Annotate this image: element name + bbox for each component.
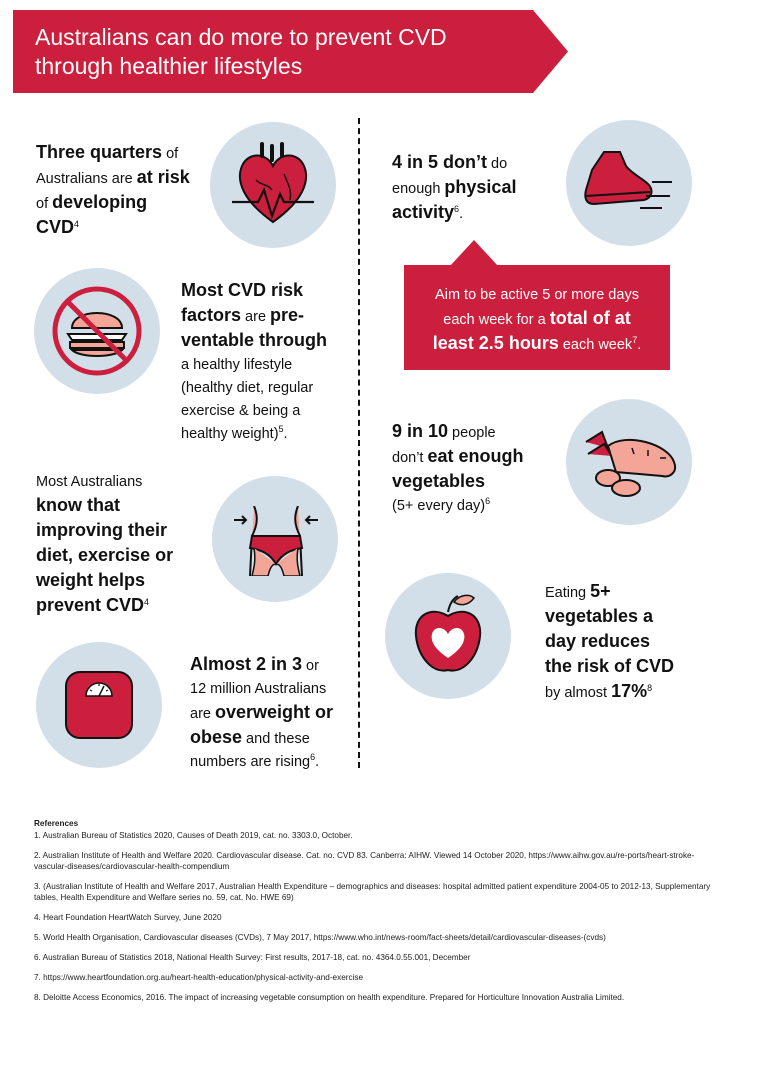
title-line-2: through healthier lifestyles <box>35 53 303 79</box>
callout-text: Aim to be active 5 or more days each week for a total of at least 2.5 hours each week$^7$. <box>432 287 642 353</box>
stat-preventable: Most CVD risk factors are pre- ventable through a healthy lifestyle (healthy diet, regular exercise & being a healthy weight)$^5$. <box>181 280 328 442</box>
activity-callout <box>404 265 670 370</box>
references-heading: References <box>34 819 79 828</box>
vegetables-icon <box>582 428 678 500</box>
references <box>34 818 724 1012</box>
scale-icon <box>64 670 134 740</box>
stat-4-in-5: 4 in 5 don’t do enough physical activity$^6$. <box>392 152 517 222</box>
apple-icon <box>412 592 484 678</box>
stat-eating-5-plus: Eating 5+ vegetables a day reduces the risk of CVD by almost 17%$^8$ <box>545 581 675 701</box>
stat-know-that: Most Australians know that improving their diet, exercise or weight helps prevent CVD$^4$ <box>36 474 174 615</box>
reference-item: 7. https://www.heartfoundation.org.au/heart-health-education/physical-activity-and-exercise <box>34 973 364 982</box>
center-divider <box>358 118 360 768</box>
no-burger-icon <box>50 284 144 378</box>
sneaker-icon <box>582 150 674 220</box>
reference-item: 8. Deloitte Access Economics, 2016. The impact of increasing vegetable consumption on health expenditure. Prepared for Horticulture Innovation Australia Limited. <box>34 993 625 1002</box>
callout-pointer <box>450 240 498 266</box>
reference-item: 3. (Australian Institute of Health and Welfare 2017, Australian Health Expenditure – demographics and diseases: hospital admitted patient expenditure 2004-05 to 2012-13, Supplementary tables, Health Expenditure and Welfare series no. 59, cat. No. HWE 69) <box>34 882 711 902</box>
title-line-1: Australians can do more to prevent CVD <box>35 24 447 50</box>
reference-item: 6. Australian Bureau of Statistics 2018, National Health Survey: First results, 2017-18, cat. no. 4364.0.55.001, December <box>34 953 471 962</box>
reference-item: 2. Australian Institute of Health and Welfare 2020. Cardiovascular disease. Cat. no. CVD 83. Canberra: AIHW. Viewed 14 October 2020, https://www.aihw.gov.au/re-ports/heart-stroke-vascular-diseases/cardiovascular-health-compendium <box>34 851 695 871</box>
reference-item: 1. Australian Bureau of Statistics 2020, Causes of Death 2019, cat. no. 3303.0, October. <box>34 831 353 840</box>
reference-item: 4. Heart Foundation HeartWatch Survey, June 2020 <box>34 913 222 922</box>
stat-three-quarters: Three quarters of Australians are at risk of developing CVD$^4$ <box>36 142 190 237</box>
stat-almost-2-in-3: Almost 2 in 3 or 12 million Australians are overweight or obese and these numbers are rising$^6$. <box>190 654 334 770</box>
waist-icon <box>230 506 322 576</box>
title-banner <box>13 10 568 93</box>
heart-icon <box>232 140 314 230</box>
page-title <box>35 23 447 81</box>
reference-item: 5. World Health Organisation, Cardiovascular diseases (CVDs), 7 May 2017, https://www.who.int/news-room/fact-sheets/detail/cardiovascular-diseases-(cvds) <box>34 933 606 942</box>
stat-9-in-10: 9 in 10 people don’t eat enough vegetables (5+ every day)$^6$ <box>392 421 524 514</box>
